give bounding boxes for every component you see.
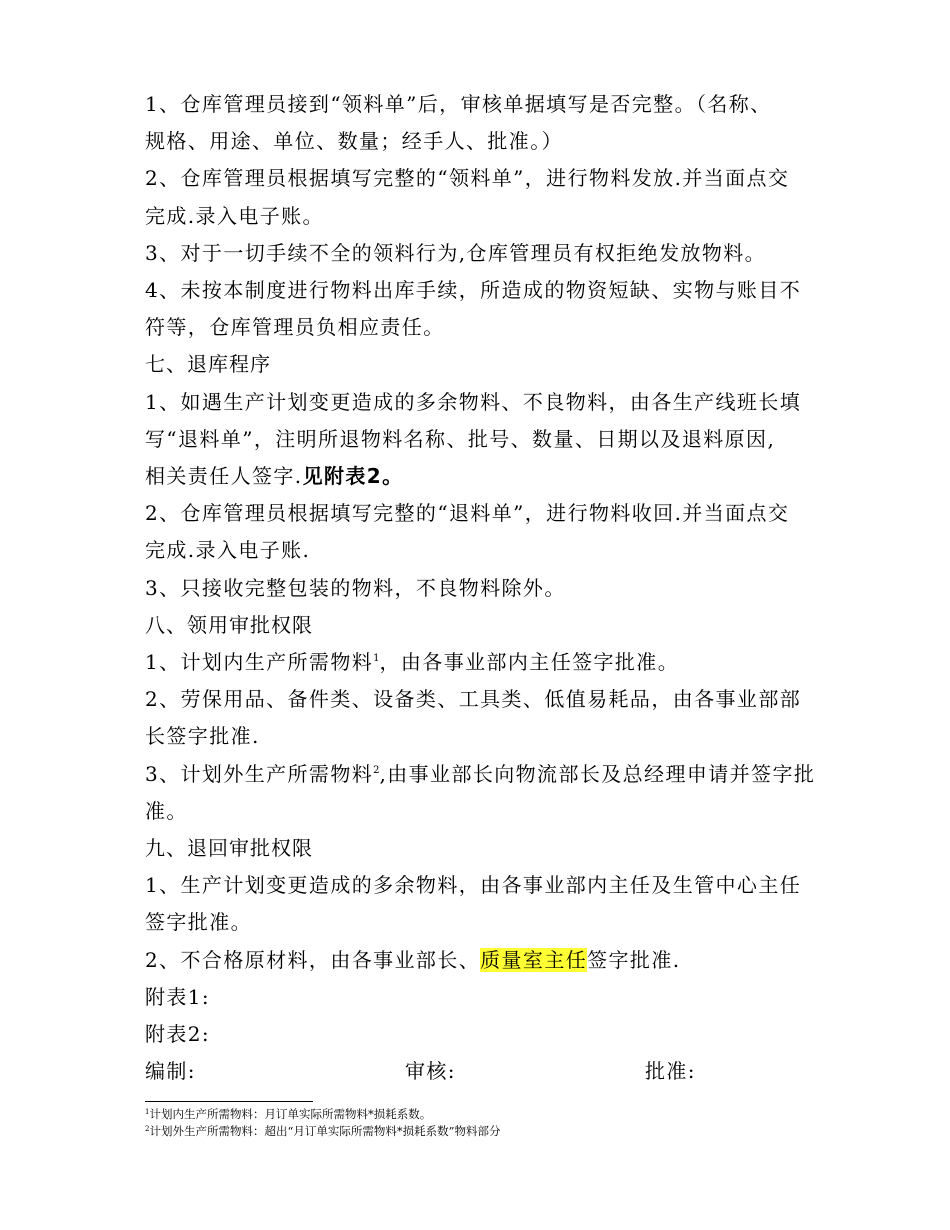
text-run: ,由事业部长向物流部长及总经理申请并签字批 — [379, 761, 816, 786]
approve-label: 批准: — [645, 1059, 696, 1084]
signature-row — [145, 1053, 830, 1090]
paragraph-line: 写“退料单”，注明所退物料名称、批号、数量、日期以及退料原因, — [145, 426, 776, 451]
paragraph-line: 1、生产计划变更造成的多余物料，由各事业部内主任及生管中心主任 — [145, 873, 802, 898]
text-run: 2、不合格原材料，由各事业部长、 — [145, 947, 481, 972]
paragraph-line: 附表2: — [145, 1022, 211, 1047]
section-heading: 八、领用审批权限 — [145, 612, 313, 637]
footnote — [145, 1106, 500, 1123]
paragraph-line: 1、如遇生产计划变更造成的多余物料、不良物料，由各生产线班长填 — [145, 389, 802, 414]
paragraph-line — [145, 458, 830, 495]
footnote-separator — [145, 1101, 313, 1102]
footnote-text: 计划外生产所需物料：超出“月订单实际所需物料*损耗系数”物料部分 — [149, 1124, 501, 1138]
section-heading: 七、退库程序 — [145, 352, 271, 377]
paragraph-line: 长签字批准. — [145, 724, 260, 749]
footnote-number: 2 — [145, 1125, 150, 1133]
highlighted-text: 质量室主任 — [480, 947, 588, 972]
paragraph-line: 2、仓库管理员根据填写完整的“退料单”，进行物料收回.并当面点交 — [145, 501, 790, 526]
paragraph-line: 签字批准。 — [145, 910, 252, 935]
paragraph-line — [145, 644, 830, 681]
footnote-marker[interactable]: 1 — [373, 653, 380, 665]
paragraph-line — [145, 942, 830, 979]
footnote-number: 1 — [145, 1108, 150, 1116]
review-label: 审核: — [405, 1059, 456, 1084]
text-run: 1、计划内生产所需物料 — [145, 650, 374, 675]
section-heading: 九、退回审批权限 — [145, 836, 313, 861]
document-body — [145, 86, 830, 1090]
paragraph-line: 符等，仓库管理员负相应责任。 — [145, 315, 445, 340]
paragraph-line: 准。 — [145, 798, 188, 823]
appendix-reference: 见附表2。 — [302, 464, 404, 489]
paragraph-line: 2、劳保用品、备件类、设备类、工具类、低值易耗品，由各事业部部 — [145, 687, 802, 712]
text-run: 签字批准. — [587, 947, 681, 972]
text-run: ，由各事业部内主任签字批准。 — [379, 650, 680, 675]
text-run: 3、计划外生产所需物料 — [145, 761, 374, 786]
footnote — [145, 1123, 500, 1140]
paragraph-line — [145, 756, 830, 793]
text-run: 相关责任人签字. — [145, 464, 303, 489]
paragraph-line: 4、未按本制度进行物料出库手续，所造成的物资短缺、实物与账目不 — [145, 278, 802, 303]
paragraph-line: 完成.录入电子账. — [145, 538, 311, 563]
paragraph-line: 3、只接收完整包装的物料，不良物料除外。 — [145, 575, 566, 600]
paragraph-line: 2、仓库管理员根据填写完整的“领料单”，进行物料发放.并当面点交 — [145, 166, 790, 191]
paragraph-line: 附表1: — [145, 984, 211, 1009]
paragraph-line: 完成.录入电子账。 — [145, 203, 324, 228]
footnote-marker[interactable]: 2 — [373, 764, 380, 776]
paragraph-line: 3、对于一切手续不全的领料行为,仓库管理员有权拒绝发放物料。 — [145, 240, 767, 265]
footnotes — [145, 1106, 500, 1140]
footnote-text: 计划内生产所需物料：月订单实际所需物料*损耗系数。 — [149, 1107, 432, 1121]
paragraph-line: 规格、用途、单位、数量；经手人、批准。） — [145, 129, 563, 154]
paragraph-line: 1、仓库管理员接到“领料单”后，审核单据填写是否完整。（名称、 — [145, 92, 772, 116]
compile-label: 编制: — [145, 1059, 196, 1084]
